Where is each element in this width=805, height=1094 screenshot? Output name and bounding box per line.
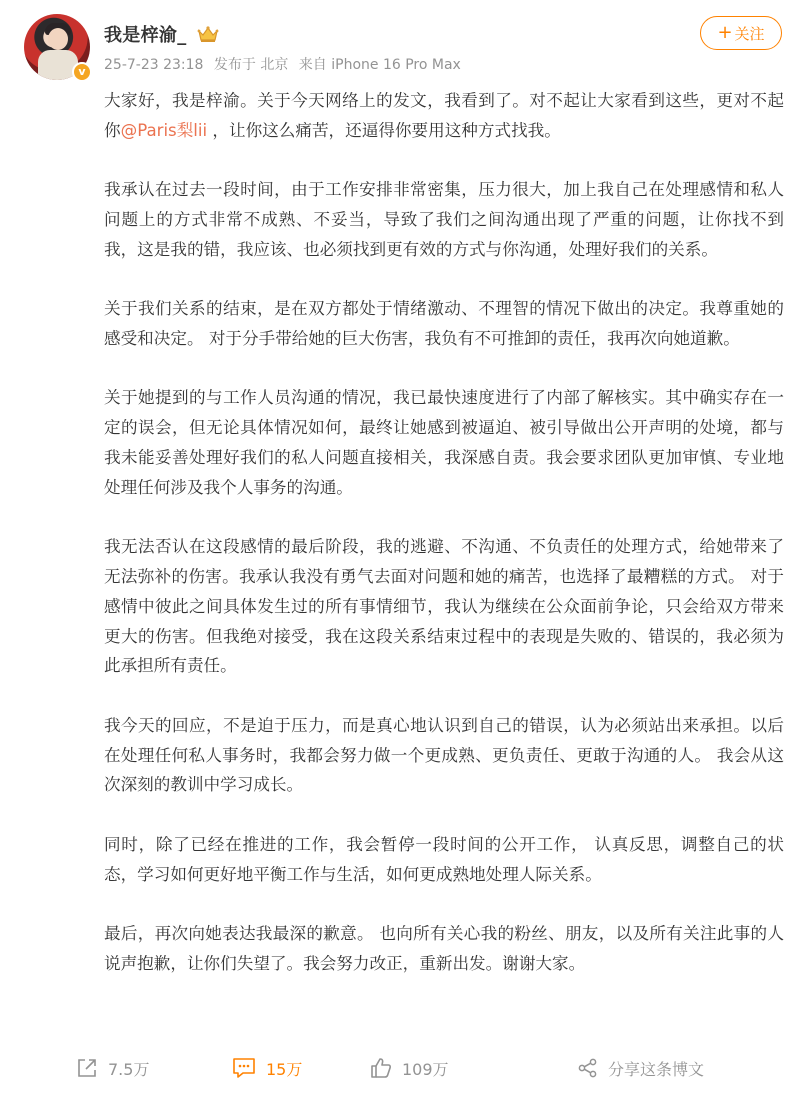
post-meta	[104, 54, 467, 74]
share-button[interactable]	[578, 1056, 704, 1080]
follow-label: 关注	[734, 24, 765, 43]
post-footer	[0, 1042, 805, 1094]
paragraph-7: 同时，除了已经在推进的工作，我会暂停一段时间的公开工作， 认真反思，调整自己的状态，学习如何更好地平衡工作与生活，如何更成熟地处理人际关系。	[104, 834, 784, 884]
follow-button[interactable]	[700, 16, 782, 50]
comment-count: 15万	[266, 1059, 303, 1079]
like-button[interactable]	[370, 1056, 449, 1080]
paragraph-5: 我无法否认在这段感情的最后阶段，我的逃避、不沟通、不负责任的处理方式，给她带来了无法弥补的伤害。我承认我没有勇气去面对问题和她的痛苦，也选择了最糟糕的方式。 对于感情中彼此之间具体发生过的所有事情细节，我认为继续在公众面前争论，只会给双方带来更大的伤害。但我绝对接受，我在这段关系结束过程中的表现是失败的、错误的，我必须为此承担所有责任。	[104, 537, 784, 676]
like-count: 109万	[402, 1059, 449, 1079]
paragraph-2: 我承认在过去一段时间，由于工作安排非常密集，压力很大，加上我自己在处理感情和私人问题上的方式非常不成熟、不妥当，导致了我们之间沟通出现了严重的问题，让你找不到我，这是我的错，我应该、也必须找到更有效的方式与你沟通，处理好我们的关系。	[104, 180, 784, 259]
post-content	[104, 86, 784, 978]
post-source: 来自 iPhone 16 Pro Max	[298, 57, 461, 73]
crown-badge-icon	[197, 25, 219, 43]
username[interactable]: 我是梓渝_	[104, 25, 187, 46]
avatar-face	[48, 28, 68, 50]
post-timestamp[interactable]: 25-7-23 23:18	[104, 57, 204, 73]
share-label: 分享这条博文	[608, 1059, 705, 1079]
post-location: 发布于 北京	[213, 57, 289, 73]
share-icon	[578, 1058, 598, 1078]
repost-button[interactable]	[76, 1056, 149, 1080]
mention-link[interactable]: @Paris梨lii	[120, 120, 208, 140]
paragraph-3: 关于我们关系的结束，是在双方都处于情绪激动、不理智的情况下做出的决定。我尊重她的感受和决定。 对于分手带给她的巨大伤害，我负有不可推卸的责任，我再次向她道歉。	[104, 299, 784, 348]
verified-badge-icon: v	[72, 62, 92, 82]
paragraph-4: 关于她提到的与工作人员沟通的情况，我已最快速度进行了内部了解核实。其中确实存在一定的误会，但无论具体情况如何，最终让她感到被逼迫、被引导做出公开声明的处境，都与我未能妥善处理好我们的私人问题直接相关，我深感自责。我会要求团队更加审慎、专业地处理任何涉及我个人事务的沟通。	[104, 388, 784, 497]
repost-count: 7.5万	[108, 1059, 150, 1079]
like-icon	[370, 1057, 392, 1079]
username-row	[104, 20, 219, 48]
paragraph-8: 最后，再次向她表达我最深的歉意。 也向所有关心我的粉丝、朋友，以及所有关注此事的人说声抱歉，让你们失望了。我会努力改正，重新出发。谢谢大家。	[104, 923, 784, 973]
repost-icon	[76, 1057, 98, 1079]
comment-icon	[232, 1057, 256, 1079]
paragraph-1-text-end: ，让你这么痛苦，还逼得你要用这种方式找我。	[207, 120, 561, 140]
plus-icon: +	[717, 22, 733, 43]
post-header	[24, 14, 784, 84]
paragraph-6: 我今天的回应，不是迫于压力，而是真心地认识到自己的错误，认为必须站出来承担。以后在处理任何私人事务时，我都会努力做一个更成熟、更负责任、更敢于沟通的人。 我会从这次深刻的教训中学习成长。	[104, 715, 784, 795]
comment-button[interactable]	[232, 1056, 302, 1080]
paragraph-1	[104, 86, 784, 146]
paragraph-1-text: 大家好，我是梓渝。关于今天网络上的发文，我看到了。对不起让大家看到这些，更对不起你	[104, 91, 784, 140]
